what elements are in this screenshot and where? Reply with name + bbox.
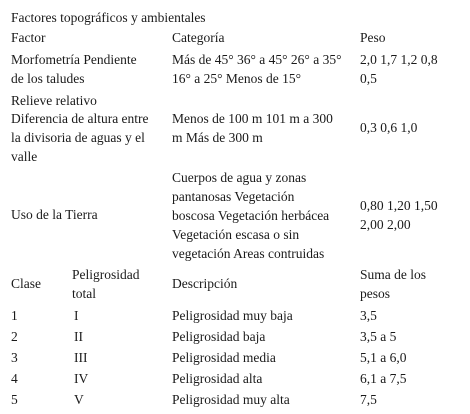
header-clase: Clase (11, 276, 41, 291)
categoria-cell (172, 168, 329, 263)
clase-cell: 3 (11, 350, 18, 365)
peso-cell (360, 50, 438, 88)
peso-line: 0,5 (360, 71, 377, 86)
clase-cell: 1 (11, 308, 18, 323)
categoria-cell (172, 109, 333, 147)
descripcion-cell: Peligrosidad alta (172, 371, 263, 386)
peso-line: 2,0 1,7 1,2 0,8 (360, 52, 438, 67)
factor-line: la divisoria de aguas y el (11, 130, 145, 145)
clase-cell: 5 (11, 392, 18, 407)
table-title: Factores topográficos y ambientales (11, 10, 206, 25)
categoria-line: Cuerpos de agua y zonas (172, 170, 307, 185)
header-suma (360, 265, 426, 303)
factor-line: Diferencia de altura entre (11, 111, 149, 126)
factor-cell: Uso de la Tierra (11, 207, 98, 222)
suma-cell: 7,5 (360, 392, 377, 407)
peso-line: 0,80 1,20 1,50 (360, 198, 438, 213)
suma-cell: 3,5 a 5 (360, 329, 397, 344)
factor-line: valle (11, 149, 38, 164)
categoria-line: vegetación Areas contruidas (172, 246, 325, 261)
factor-line: de los taludes (11, 71, 85, 86)
peligrosidad-cell: V (74, 392, 84, 407)
header-factor: Factor (11, 30, 46, 45)
peligrosidad-cell: IV (74, 371, 89, 386)
header-suma-line: pesos (360, 286, 390, 301)
categoria-line: Vegetación escasa o sin (172, 227, 300, 242)
suma-cell: 5,1 a 6,0 (360, 350, 407, 365)
factor-cell: Relieve relativo (11, 93, 97, 108)
categoria-line: Menos de 100 m 101 m a 300 (172, 111, 333, 126)
header-descripcion: Descripción (172, 276, 238, 291)
factor-line: Morfometría Pendiente (11, 52, 137, 67)
peligrosidad-cell: I (74, 308, 79, 323)
header-peso: Peso (360, 30, 386, 45)
categoria-line: boscosa Vegetación herbácea (172, 208, 330, 223)
header-suma-line: Suma de los (360, 267, 426, 282)
peso-line: 2,00 2,00 (360, 217, 411, 232)
descripcion-cell: Peligrosidad muy alta (172, 392, 290, 407)
categoria-line: pantanosas Vegetación (172, 189, 295, 204)
clase-cell: 4 (11, 371, 18, 386)
header-categoria: Categoría (172, 30, 225, 45)
peso-cell (360, 196, 438, 234)
descripcion-cell: Peligrosidad muy baja (172, 308, 293, 323)
peligrosidad-cell: II (74, 329, 83, 344)
clase-cell: 2 (11, 329, 18, 344)
categoria-line: m Más de 300 m (172, 130, 263, 145)
categoria-cell (172, 50, 341, 88)
suma-cell: 6,1 a 7,5 (360, 371, 407, 386)
suma-cell: 3,5 (360, 308, 377, 323)
factor-cell (11, 109, 149, 166)
descripcion-cell: Peligrosidad baja (172, 329, 266, 344)
categoria-line: Más de 45° 36° a 45° 26° a 35° (172, 52, 342, 67)
peso-cell: 0,3 0,6 1,0 (360, 120, 418, 135)
header-peligrosidad-line: total (72, 286, 96, 301)
descripcion-cell: Peligrosidad media (172, 350, 276, 365)
header-peligrosidad (72, 265, 140, 303)
header-peligrosidad-line: Peligrosidad (72, 267, 140, 282)
factor-cell (11, 50, 137, 88)
categoria-line: 16° a 25° Menos de 15° (172, 71, 302, 86)
peligrosidad-cell: III (74, 350, 88, 365)
